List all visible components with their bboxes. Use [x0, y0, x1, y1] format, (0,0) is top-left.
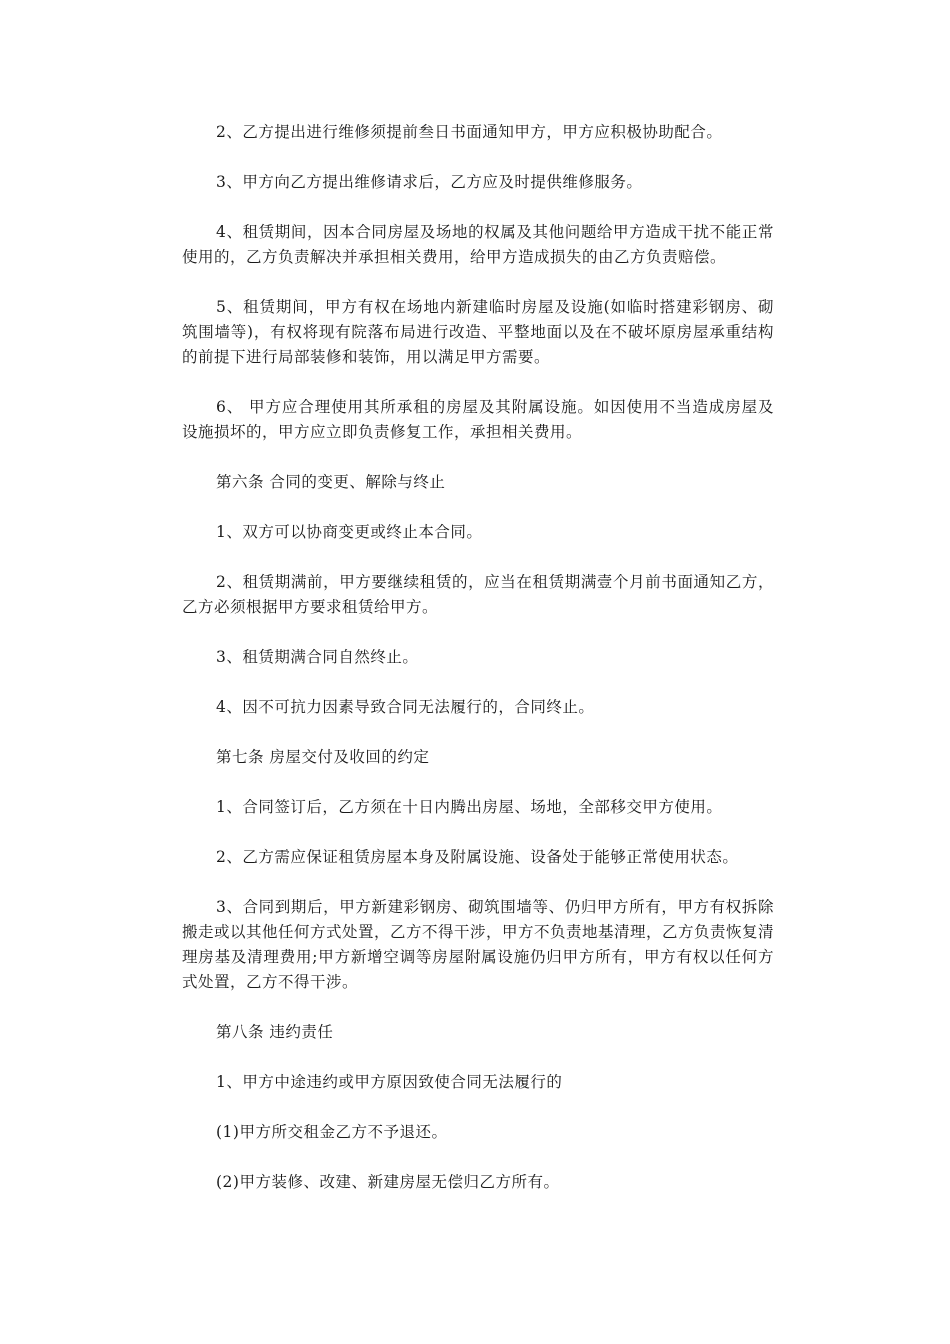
sub-clause-paragraph: (1)甲方所交租金乙方不予退还。 [216, 1123, 448, 1141]
clause-paragraph: 2、租赁期满前，甲方要继续租赁的，应当在租赁期满壹个月前书面通知乙方，乙方必须根据甲方要求租赁给甲方。 [182, 573, 774, 616]
clause-paragraph: 1、甲方中途违约或甲方原因致使合同无法履行的 [216, 1073, 563, 1091]
clause-paragraph: 2、乙方提出进行维修须提前叁日书面通知甲方，甲方应积极协助配合。 [216, 123, 723, 141]
article-heading: 第八条 违约责任 [216, 1023, 334, 1041]
clause-paragraph: 6、 甲方应合理使用其所承租的房屋及其附属设施。如因使用不当造成房屋及设施损坏的，甲方应立即负责修复工作，承担相关费用。 [182, 398, 774, 441]
clause-paragraph: 2、乙方需应保证租赁房屋本身及附属设施、设备处于能够正常使用状态。 [216, 848, 739, 866]
clause-paragraph: 1、合同签订后，乙方须在十日内腾出房屋、场地，全部移交甲方使用。 [216, 798, 723, 816]
clause-paragraph: 3、合同到期后，甲方新建彩钢房、砌筑围墙等、仍归甲方所有，甲方有权拆除搬走或以其他任何方式处置，乙方不得干涉，甲方不负责地基清理，乙方负责恢复清理房基及清理费用;甲方新增空调等房屋附属设施仍归甲方所有，甲方有权以任何方式处置，乙方不得干涉。 [182, 898, 775, 991]
article-heading: 第七条 房屋交付及收回的约定 [216, 748, 430, 766]
clause-paragraph: 3、租赁期满合同自然终止。 [216, 648, 419, 666]
sub-clause-paragraph: (2)甲方装修、改建、新建房屋无偿归乙方所有。 [216, 1173, 560, 1191]
clause-paragraph: 4、因不可抗力因素导致合同无法履行的，合同终止。 [216, 698, 595, 716]
clause-paragraph: 3、甲方向乙方提出维修请求后，乙方应及时提供维修服务。 [216, 173, 643, 191]
clause-paragraph: 5、租赁期间，甲方有权在场地内新建临时房屋及设施(如临时搭建彩钢房、砌筑围墙等)，有权将现有院落布局进行改造、平整地面以及在不破坏原房屋承重结构的前提下进行局部装修和装饰，用以满足甲方需要。 [182, 298, 774, 366]
clause-paragraph: 4、租赁期间，因本合同房屋及场地的权属及其他问题给甲方造成干扰不能正常使用的，乙方负责解决并承担相关费用，给甲方造成损失的由乙方负责赔偿。 [182, 223, 774, 266]
clause-paragraph: 1、双方可以协商变更或终止本合同。 [216, 523, 483, 541]
document-body [182, 120, 774, 1220]
article-heading: 第六条 合同的变更、解除与终止 [216, 473, 446, 491]
